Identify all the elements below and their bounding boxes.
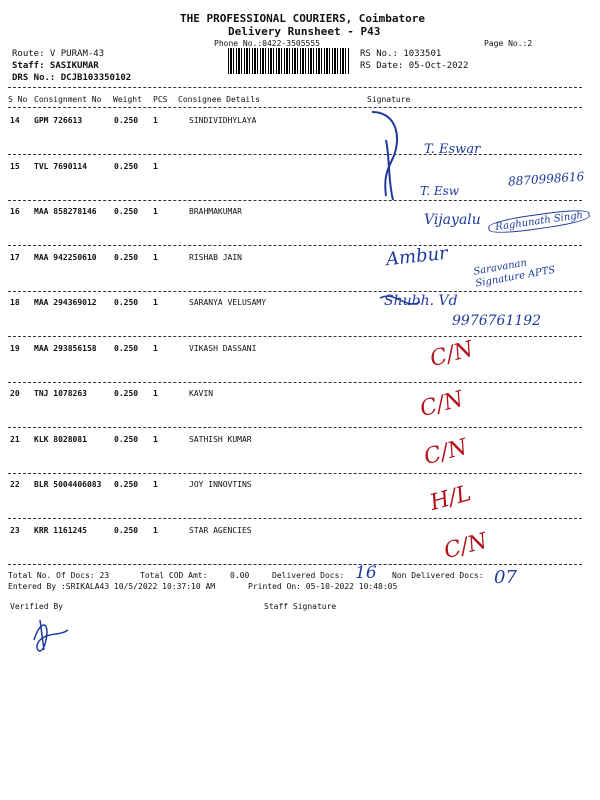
divider xyxy=(8,564,582,565)
cn-mark-row-23: C/N xyxy=(441,528,490,565)
row-consignee: STAR AGENCIES xyxy=(189,525,252,535)
sheet-title: Delivery Runsheet - P43 xyxy=(228,25,381,38)
row-consignee: JOY INNOVTINS xyxy=(189,480,252,489)
delivered-label: Delivered Docs: xyxy=(272,571,345,580)
row-weight: 0.250 xyxy=(114,389,139,398)
drs-number: DRS No.: DCJB103350102 xyxy=(12,73,132,83)
page-number: Page No.:2 xyxy=(484,39,533,48)
delivered-count: 16 xyxy=(355,563,377,583)
row-consignment: TNJ 1078263 xyxy=(34,389,87,398)
row-consignee: VIKASH DASSANI xyxy=(189,343,257,353)
row-weight: 0.250 xyxy=(114,116,139,125)
row-consignment: GPM 726613 xyxy=(34,116,83,125)
row-consignment: MAA 858278146 xyxy=(34,207,97,216)
row-consignment: TVL 7690114 xyxy=(34,161,87,171)
row-sno: 14 xyxy=(10,116,20,125)
verified-by-label: Verified By xyxy=(10,602,63,611)
col-signature: Signature xyxy=(367,95,411,104)
row-pcs: 1 xyxy=(153,389,158,398)
signature-row-17a: Ambur xyxy=(385,242,449,271)
cn-mark-row-21: C/N xyxy=(421,434,470,471)
rs-date: RS Date: 05-Oct-2022 xyxy=(360,61,469,71)
non-delivered-count: 07 xyxy=(494,567,517,588)
row-consignee: SATHISH KUMAR xyxy=(189,434,252,444)
row-sno: 18 xyxy=(10,298,20,307)
row-sno: 21 xyxy=(10,434,20,444)
row-weight: 0.250 xyxy=(114,434,139,444)
signature-row-18: Shubh. Vd xyxy=(384,293,458,309)
row-pcs: 1 xyxy=(153,161,158,171)
row-sno: 19 xyxy=(10,343,20,353)
non-delivered-label: Non Delivered Docs: xyxy=(392,571,484,580)
row-weight: 0.250 xyxy=(114,252,139,262)
signature-stroke xyxy=(372,112,397,196)
signature-row-16a: Vijayalu xyxy=(424,212,481,228)
total-cod-value: 0.00 xyxy=(230,571,250,580)
total-docs: Total No. Of Docs: 23 xyxy=(8,571,110,580)
cn-mark-row-19: C/N xyxy=(427,336,476,373)
row-weight: 0.250 xyxy=(114,298,139,307)
col-consignment: Consignment No xyxy=(34,95,102,104)
row-weight: 0.250 xyxy=(114,525,139,535)
row-weight: 0.250 xyxy=(114,207,139,216)
row-consignment: MAA 293856158 xyxy=(34,343,97,353)
route: Route: V PURAM-43 xyxy=(12,49,105,59)
row-consignee: SINDIVIDHYLAYA xyxy=(189,116,257,125)
col-sno: S No xyxy=(8,95,28,104)
total-cod-label: Total COD Amt: xyxy=(140,571,208,580)
hl-mark-row-22: H/L xyxy=(427,481,474,516)
row-sno: 17 xyxy=(10,252,20,262)
signature-row-15: T. Esw xyxy=(420,184,460,198)
row-pcs: 1 xyxy=(153,207,158,216)
row-consignee: RISHAB JAIN xyxy=(189,252,242,262)
phone-row-18: 9976761192 xyxy=(452,313,542,329)
row-weight: 0.250 xyxy=(114,161,139,171)
row-consignment: KLK 8028081 xyxy=(34,434,87,444)
col-consignee: Consignee Details xyxy=(178,95,260,104)
row-consignment: KRR 1161245 xyxy=(34,525,87,535)
staff-name: Staff: SASIKUMAR xyxy=(12,61,99,71)
company-name: THE PROFESSIONAL COURIERS, Coimbatore xyxy=(180,12,426,25)
row-pcs: 1 xyxy=(153,480,158,489)
row-consignee: BRAHMAKUMAR xyxy=(189,207,242,216)
signature-row-16b: Raghunath Singh xyxy=(487,207,590,236)
row-sno: 22 xyxy=(10,480,20,489)
row-pcs: 1 xyxy=(153,525,158,535)
row-weight: 0.250 xyxy=(114,343,139,353)
cn-mark-row-20: C/N xyxy=(417,386,466,423)
row-consignment: BLR 5004406083 xyxy=(34,480,102,489)
phone-number: Phone No.:0422-3505555 xyxy=(214,39,320,48)
row-consignee: SARANYA VELUSAMY xyxy=(189,298,267,307)
row-sno: 23 xyxy=(10,525,20,535)
verified-signature xyxy=(34,625,68,651)
row-sno: 20 xyxy=(10,389,20,398)
staff-signature-label: Staff Signature xyxy=(264,602,337,611)
signature-row-14: T. Eswar xyxy=(424,142,481,157)
row-sno: 16 xyxy=(10,207,20,216)
col-weight: Weight xyxy=(113,95,142,104)
row-consignee: KAVIN xyxy=(189,389,214,398)
row-consignment: MAA 942250610 xyxy=(34,252,97,262)
row-pcs: 1 xyxy=(153,343,158,353)
row-consignment: MAA 294369012 xyxy=(34,298,97,307)
col-pcs: PCS xyxy=(153,95,168,104)
row-pcs: 1 xyxy=(153,434,158,444)
row-weight: 0.250 xyxy=(114,480,139,489)
rs-number: RS No.: 1033501 xyxy=(360,49,442,59)
row-pcs: 1 xyxy=(153,116,158,125)
entered-by: Entered By :SRIKALA43 10/5/2022 10:37:10 AM xyxy=(8,582,216,591)
row-pcs: 1 xyxy=(153,252,158,262)
row-pcs: 1 xyxy=(153,298,158,307)
signature-row-17b: Saravanan Signature APTS xyxy=(472,257,557,290)
printed-on: Printed On: 05-10-2022 10:48:05 xyxy=(248,582,398,591)
phone-row-15: 8870998616 xyxy=(507,169,585,189)
row-sno: 15 xyxy=(10,161,20,171)
